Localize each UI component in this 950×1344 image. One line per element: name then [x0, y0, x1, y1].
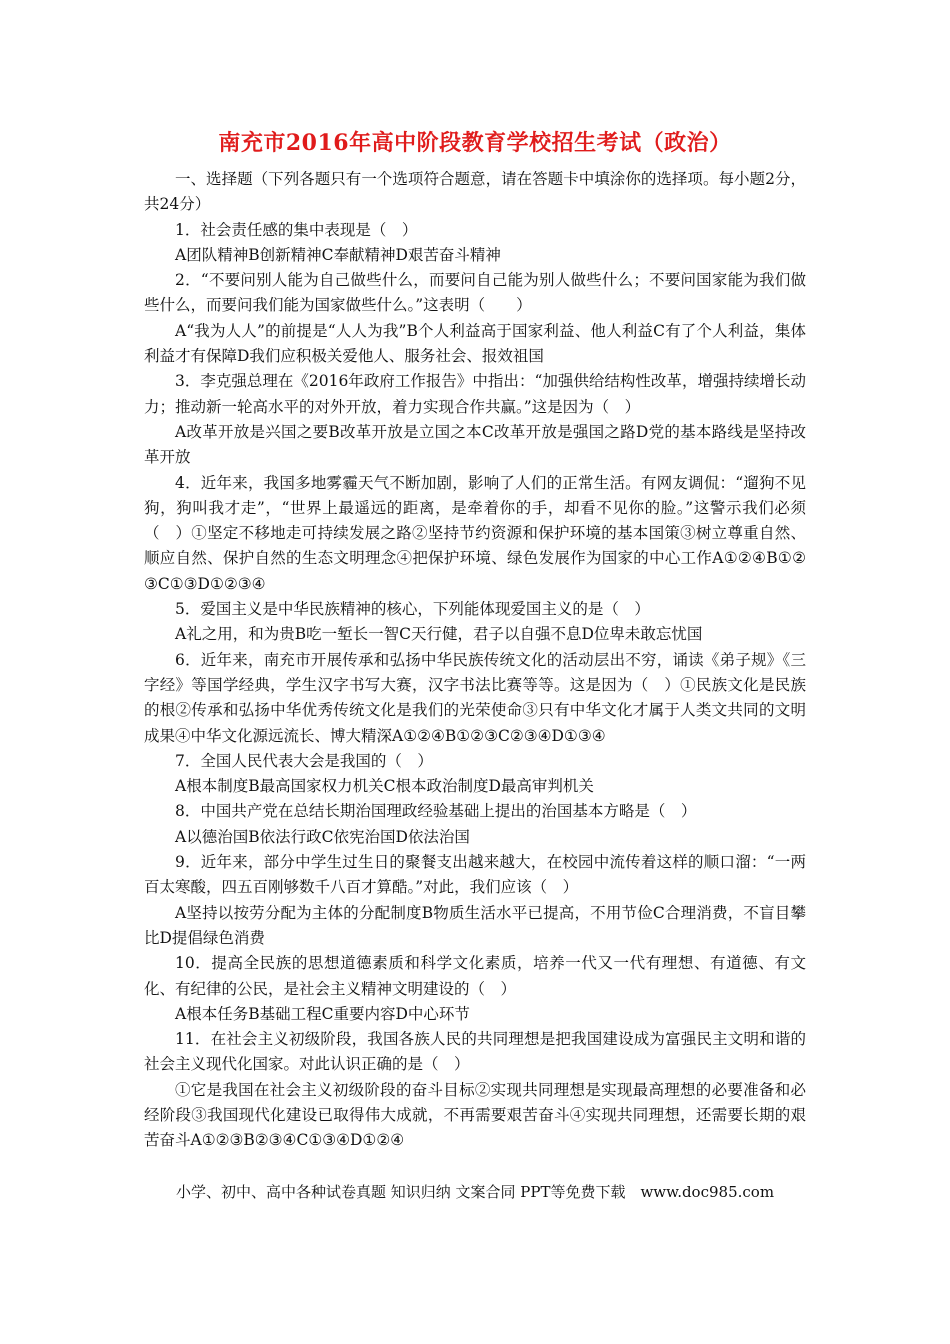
question-3: 3．李克强总理在《2016年政府工作报告》中指出：“加强供给结构性改革，增强持续增长动力；推动新一轮高水平的对外开放，着力实现合作共赢。”这是因为（ ）	[144, 372, 806, 416]
section-heading: 一、选择题（下列各题只有一个选项符合题意，请在答题卡中填涂你的选择项。每小题2分，共24分）	[144, 170, 806, 214]
question-4: 4．近年来，我国多地雾霾天气不断加剧，影响了人们的正常生活。有网友调侃：“遛狗不见狗，狗叫我才走”，“世界上最遥远的距离，是牵着你的手，却看不见你的脸。”这警示我们必须（ ）①坚定不移地走可持续发展之路②坚持节约资源和保护环境的基本国策③树立尊重自然、顺应自然、保护自然的生态文明理念④把保护环境、绿色发展作为国家的中心工作A①②④B①②③C①③D①②③④	[144, 473, 806, 593]
question-1-options: A团队精神B创新精神C奉献精神D艰苦奋斗精神	[175, 245, 501, 264]
question-11-statements: ①它是我国在社会主义初级阶段的奋斗目标②实现共同理想是实现最高理想的必要准备和必经阶段③我国现代化建设已取得伟大成就，不再需要艰苦奋斗④实现共同理想，还需要长期的艰苦奋斗A①②③B②③④C①③④D①②④	[144, 1080, 806, 1150]
document-body	[144, 167, 806, 1154]
question-8-options: A以德治国B依法行政C依宪治国D依法治国	[175, 827, 470, 846]
question-9: 9．近年来，部分中学生过生日的聚餐支出越来越大，在校园中流传着这样的顺口溜：“一两百太寒酸，四五百刚够数千八百才算酷。”对此，我们应该（ ）	[144, 853, 806, 897]
question-5-options: A礼之用，和为贵B吃一堑长一智C天行健，君子以自强不息D位卑未敢忘忧国	[175, 625, 703, 644]
question-10: 10．提高全民族的思想道德素质和科学文化素质，培养一代又一代有理想、有道德、有文化、有纪律的公民，是社会主义精神文明建设的（ ）	[144, 954, 806, 998]
question-7-options: A根本制度B最高国家权力机关C根本政治制度D最高审判机关	[175, 777, 594, 796]
question-2-options: A“我为人人”的前提是“人人为我”B个人利益高于国家利益、他人利益C有了个人利益，集体利益才有保障D我们应积极关爱他人、服务社会、报效祖国	[144, 321, 806, 366]
question-10-options: A根本任务B基础工程C重要内容D中心环节	[175, 1004, 470, 1023]
question-1: 1．社会责任感的集中表现是（ ）	[175, 220, 418, 239]
question-6: 6．近年来，南充市开展传承和弘扬中华民族传统文化的活动层出不穷，诵读《弟子规》《三字经》等国学经典，学生汉字书写大赛，汉字书法比赛等等。这是因为（ ）①民族文化是民族的根②传承和弘扬中华优秀传统文化是我们的光荣使命③只有中华文化才属于人类文共同的文明成果④中华文化源远流长、博大精深A①②④B①②③C②③④D①③④	[144, 650, 806, 745]
document-title: 南充市2016年高中阶段教育学校招生考试（政治）	[218, 130, 732, 156]
page-footer: 小学、初中、高中各种试卷真题 知识归纳 文案合同 PPT等免费下载 www.doc985.com	[175, 1183, 775, 1201]
question-2: 2．“不要问别人能为自己做些什么，而要问自己能为别人做些什么；不要问国家能为我们做些什么，而要问我们能为国家做些什么。”这表明（ ）	[144, 271, 806, 315]
question-7: 7．全国人民代表大会是我国的（ ）	[175, 751, 433, 770]
question-9-options: A坚持以按劳分配为主体的分配制度B物质生活水平已提高，不用节俭C合理消费，不盲目攀比D提倡绿色消费	[144, 903, 806, 947]
question-5: 5．爱国主义是中华民族精神的核心，下列能体现爱国主义的是（ ）	[175, 600, 650, 619]
question-11: 11．在社会主义初级阶段，我国各族人民的共同理想是把我国建设成为富强民主文明和谐的社会主义现代化国家。对此认识正确的是（ ）	[144, 1030, 806, 1074]
question-8: 8．中国共产党在总结长期治国理政经验基础上提出的治国基本方略是（ ）	[175, 802, 697, 821]
question-3-options: A改革开放是兴国之要B改革开放是立国之本C改革开放是强国之路D党的基本路线是坚持改革开放	[144, 422, 806, 467]
